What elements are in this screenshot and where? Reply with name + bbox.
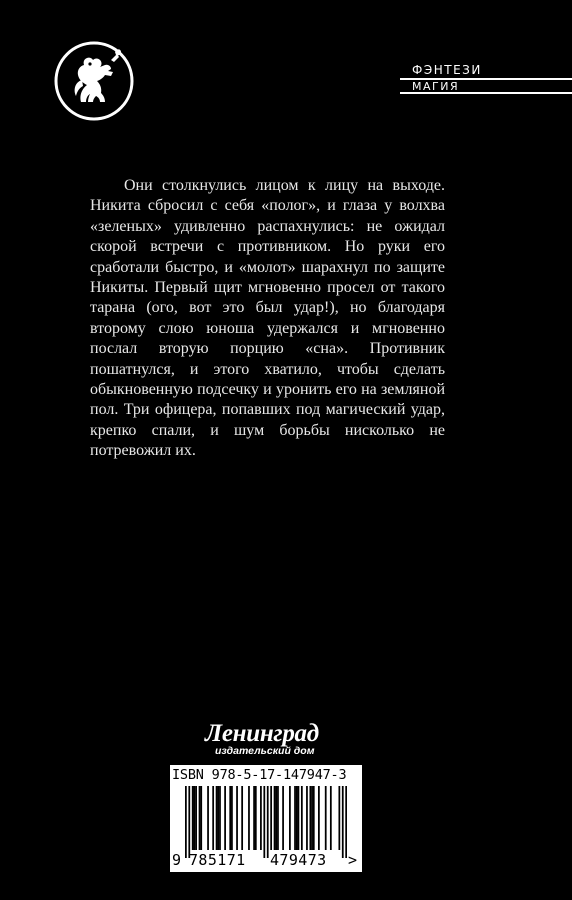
ean-left-digits: 785171 xyxy=(189,851,246,869)
barcode-bar xyxy=(199,786,201,850)
barcode-bar xyxy=(219,786,221,850)
barcode-bar xyxy=(185,786,187,858)
barcode-bar xyxy=(289,786,291,850)
series-genre: ФЭНТЕЗИ xyxy=(412,63,482,77)
barcode-bar xyxy=(194,786,196,850)
barcode-bar xyxy=(260,786,262,850)
barcode-bar xyxy=(217,786,219,850)
barcode-bar xyxy=(253,786,255,850)
barcode-bar xyxy=(311,786,313,850)
barcode-bar xyxy=(255,786,257,850)
series-subgenre: МАГИЯ xyxy=(412,80,460,93)
barcode-bar xyxy=(267,786,269,858)
barcode-bar xyxy=(207,786,209,850)
barcode-bar xyxy=(325,786,327,850)
publisher-emblem-icon xyxy=(53,40,135,122)
barcode-bar xyxy=(277,786,279,850)
barcode-bar xyxy=(345,786,347,858)
barcode-bar xyxy=(282,786,284,850)
barcode-bar xyxy=(195,786,197,850)
barcode-bar xyxy=(306,786,308,850)
isbn-number: ISBN 978-5-17-147947-3 xyxy=(172,767,347,783)
barcode-bar xyxy=(192,786,194,850)
publisher-name: Ленинград xyxy=(205,720,319,747)
barcode-bar xyxy=(318,786,320,850)
barcode-bar xyxy=(298,786,300,850)
barcode-bar xyxy=(309,786,311,850)
ean-first-digit: 9 xyxy=(172,851,182,869)
barcode-bar xyxy=(224,786,226,850)
publisher-logo xyxy=(203,721,353,761)
barcode-bar xyxy=(236,786,238,850)
barcode-bar xyxy=(241,786,243,850)
barcode-bar xyxy=(301,786,303,850)
publisher-subtitle: издательский дом xyxy=(215,745,315,757)
barcode-bars xyxy=(185,786,347,858)
barcode-bar xyxy=(294,786,296,850)
barcode-panel xyxy=(170,765,362,872)
barcode-bar xyxy=(313,786,315,850)
barcode-bar xyxy=(275,786,277,850)
barcode-bar xyxy=(216,786,218,850)
barcode-bar xyxy=(330,786,332,850)
barcode-bar xyxy=(200,786,202,850)
barcode-bar xyxy=(229,786,231,850)
barcode-bar xyxy=(338,786,340,850)
back-cover-blurb xyxy=(90,176,445,462)
barcode-bar xyxy=(274,786,276,850)
barcode-bar xyxy=(342,786,344,858)
barcode-bar xyxy=(212,786,214,850)
ean-right-digits: 479473 xyxy=(270,851,327,869)
barcode-bar xyxy=(270,786,272,850)
barcode-bar xyxy=(296,786,298,850)
ean-quiet-marker: > xyxy=(348,851,358,869)
barcode-bar xyxy=(188,786,190,858)
barcode-bar xyxy=(263,786,265,858)
barcode-bar xyxy=(231,786,233,850)
blurb-paragraph: Они столкнулись лицом к лицу на выходе. Никита сбросил с себя «полог», и глаза у волхва «зеленых» удивленно распахнулись: не ожидал скорой встречи с противником. Но руки его сработали быстро, и «молот» шарахнул по защите Никиты. Первый щит мгновенно просел от такого тарана (ого, вот это был удар!), но благодаря второму слою юноша удержался и мгновенно послал вторую порцию «сна». Противник пошатнулся, и этого хватило, чтобы сделать обыкновенную подсечку и уронить его на земляной пол. Три офицера, попавших под магический удар, крепко спали, и шум борьбы нисколько не потревожил их. xyxy=(90,177,445,460)
barcode-bar xyxy=(248,786,250,850)
